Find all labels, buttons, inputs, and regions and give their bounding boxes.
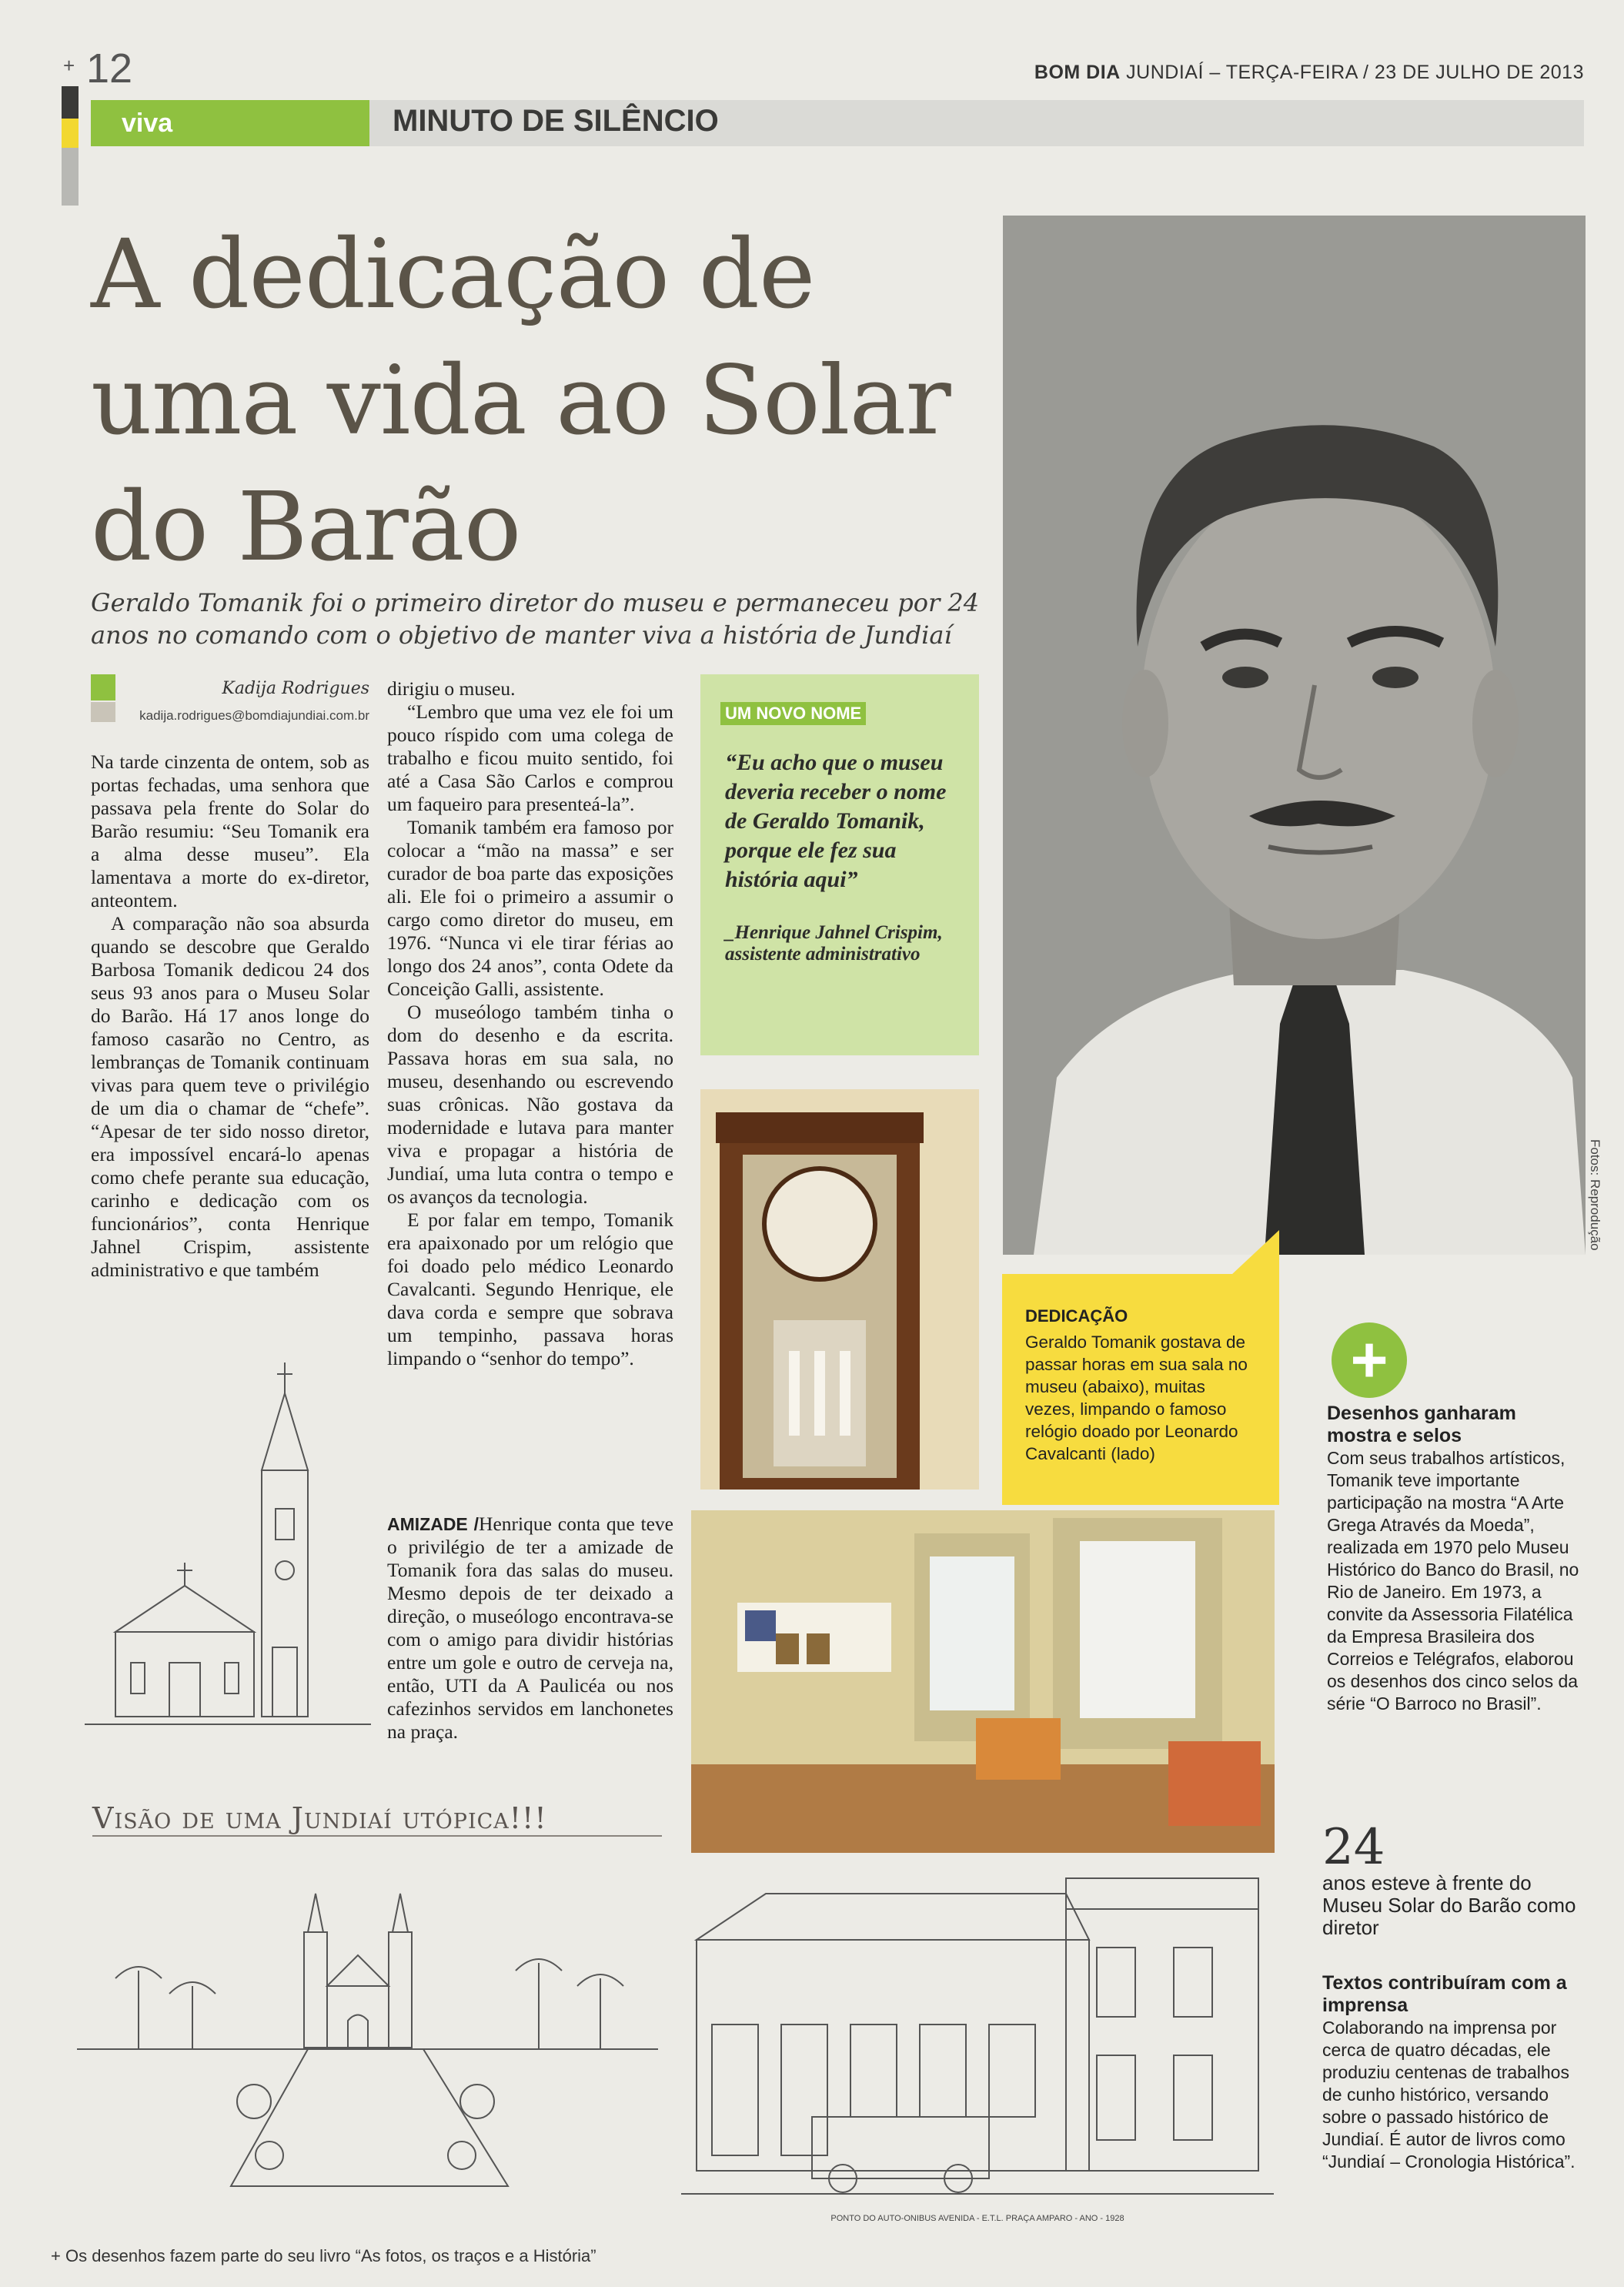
pull-quote-text: “Eu acho que o museu deveria receber o nome de Geraldo Tomanik, porque ele fez sua história aqui”: [725, 750, 947, 892]
drawings-caption: [51, 2246, 596, 2266]
pull-quote-label: UM NOVO NOME: [720, 702, 866, 725]
church-drawing-icon: [85, 1339, 371, 1740]
page-plus-mark: +: [63, 54, 75, 77]
portrait-illustration: [1003, 216, 1586, 1255]
article-headline: A dedicação de uma vida ao Solar do Barão: [91, 219, 951, 583]
caption-plus-icon: +: [51, 2246, 61, 2265]
byline-marker-secondary: [91, 702, 115, 722]
utopia-title-rule: [92, 1835, 662, 1837]
byline-email[interactable]: kadija.rodrigues@bomdiajundiai.com.br: [139, 708, 369, 723]
sidebar-block-desenhos: [1327, 1403, 1581, 1715]
paragraph: E por falar em tempo, Tomanik era apaixonado por um relógio que foi doado pelo médico Leonardo Cavalcanti. Segundo Henrique, ele dava corda e sempre que sobrava um tempinho, passava horas limpando o “senhor do tempo”.: [387, 1209, 673, 1369]
sidebar-block-textos: [1322, 1972, 1584, 2173]
museum-room-photo-icon: [691, 1510, 1275, 1853]
section-tag: viva: [91, 100, 369, 146]
edition-header: [1034, 62, 1584, 84]
amizade-text: Henrique conta que teve o privilégio de ter a amizade de Tomanik fora das salas do museu. Mesmo depois de ter deixado a direção, o museólogo encontrava-se com o amigo para dividir histórias entre um gole e outro de cerveja na, então, UTI da A Paulicéa ou nos cafezinhos servidos em lanchonetes na praça.: [387, 1513, 673, 1743]
church-sketch: [85, 1339, 371, 1740]
sidebar-text: Colaborando na imprensa por cerca de quatro décadas, ele produziu centenas de trabalhos de cunho histórico, versando sobre o passado histórico de Jundiaí. É autor de livros como “Jundiaí – Cronologia Histórica”.: [1322, 2018, 1576, 2172]
edition-date: JUNDIAÍ – TERÇA-FEIRA / 23 DE JULHO DE 2013: [1120, 62, 1584, 83]
plus-icon: +: [1332, 1322, 1407, 1398]
utopia-title: Visão de uma Jundiaí utópica!!!: [92, 1801, 547, 1835]
utopia-sketch: [77, 1847, 658, 2202]
paragraph: Na tarde cinzenta de ontem, sob as portas fechadas, uma senhora que passava pela frente do Solar do Barão resumiu: “Seu Tomanik era a alma desse museu”. Ela lamentava a morte do ex-diretor, anteontem.: [91, 751, 369, 911]
sidebar-title: Textos contribuíram com a imprensa: [1322, 1972, 1567, 2016]
pull-quote-author: _Henrique Jahnel Crispim, assistente administrativo: [725, 922, 943, 965]
article-column-2: [387, 677, 673, 1370]
byline-author: Kadija Rodrigues: [222, 679, 369, 698]
sidebar-big-number: 24: [1322, 1819, 1385, 1876]
photo-credit: Fotos: Reprodução: [1588, 1139, 1602, 1251]
clock-illustration: [700, 1089, 979, 1490]
amizade-section: [387, 1513, 673, 1744]
building-drawing-icon: [681, 1863, 1274, 2240]
paragraph: O museólogo também tinha o dom do desenho e da escrita. Passava horas em sua sala, no museu, desenhando ou escrevendo suas crônicas. Não gostava da modernidade e lutava para manter viva e propagar a história de Jundiaí, uma luta contra o tempo e os avanços da tecnologia.: [387, 1001, 673, 1208]
clock-photo-icon: [700, 1089, 979, 1490]
page-number: 12: [86, 45, 133, 92]
section-title: MINUTO DE SILÊNCIO: [393, 104, 719, 138]
room-illustration: [691, 1510, 1275, 1853]
paragraph: Tomanik também era famoso por colocar a “mão na massa” e ser curador de boa parte das exposições ali. Ele foi o primeiro a assumir o cargo como diretor do museu, em 1976. “Nunca vi ele tirar férias ao longo dos 24 anos”, conta Odete da Conceição Galli, assistente.: [387, 816, 673, 1000]
sidebar-title: Desenhos ganharam mostra e selos: [1327, 1403, 1516, 1446]
article-subtitle: Geraldo Tomanik foi o primeiro diretor do museu e permaneceu por 24 anos no comando com o objetivo de manter viva a história de Jundiaí: [91, 588, 980, 650]
sidebar-big-number-text: anos esteve à frente do Museu Solar do Barão como diretor: [1322, 1871, 1576, 1939]
article-column-1: [91, 751, 369, 1282]
caption-pointer: [1231, 1230, 1279, 1275]
section-color-strip: [62, 86, 79, 206]
drawings-caption-text: Os desenhos fazem parte do seu livro “As fotos, os traços e a História”: [65, 2246, 596, 2265]
byline-marker: [91, 674, 115, 700]
pull-quote: [700, 674, 979, 1055]
newspaper-brand: BOM DIA: [1034, 62, 1121, 83]
paragraph: dirigiu o museu.: [387, 677, 516, 700]
amizade-lead: AMIZADE /: [387, 1514, 480, 1534]
building-caption: PONTO DO AUTO-ONIBUS AVENIDA - E.T.L. PRAÇA AMPARO - ANO - 1928: [830, 2214, 1124, 2223]
portrait-photo-icon: [1003, 216, 1586, 1255]
utopia-square-drawing-icon: [77, 1847, 658, 2202]
paragraph: A comparação não soa absurda quando se descobre que Geraldo Barbosa Tomanik dedicou 24 dos seus 93 anos para o Museu Solar do Barão. Há 17 anos longe do famoso casarão no Centro, as lembranças de Tomanik continuam vivas para quem teve o privilégio de um dia o chamar de “chefe”. “Apesar de ter sido nosso diretor, era impossível encará-lo apenas como chefe perante sua educação, carinho e dedicação com os funcionários”, conta Henrique Jahnel Crispim, assistente administrativo e que também: [91, 912, 369, 1281]
paragraph: “Lembro que uma vez ele foi um pouco ríspido com uma colega de trabalho e ficou muito sentido, foi até a Casa São Carlos e comprou um faqueiro para presenteá-la”.: [387, 700, 673, 815]
building-sketch: [681, 1863, 1274, 2240]
dedicacao-label: DEDICAÇÃO: [1025, 1306, 1128, 1326]
sidebar-text: Com seus trabalhos artísticos, Tomanik teve importante participação na mostra “A Arte Grega Através da Moeda”, realizada em 1970 pelo Museu Histórico do Banco do Brasil, no Rio de Janeiro. Em 1973, a convite da Assessoria Filatélica da Empresa Brasileira dos Correios e Telégrafos, elaborou os desenhos dos cinco selos da série “O Barroco no Brasil”.: [1327, 1448, 1579, 1714]
dedicacao-caption: [1002, 1274, 1279, 1505]
dedicacao-text: Geraldo Tomanik gostava de passar horas em sua sala no museu (abaixo), muitas vezes, limpando o famoso relógio doado por Leonardo Cavalcanti (lado): [1025, 1332, 1248, 1463]
